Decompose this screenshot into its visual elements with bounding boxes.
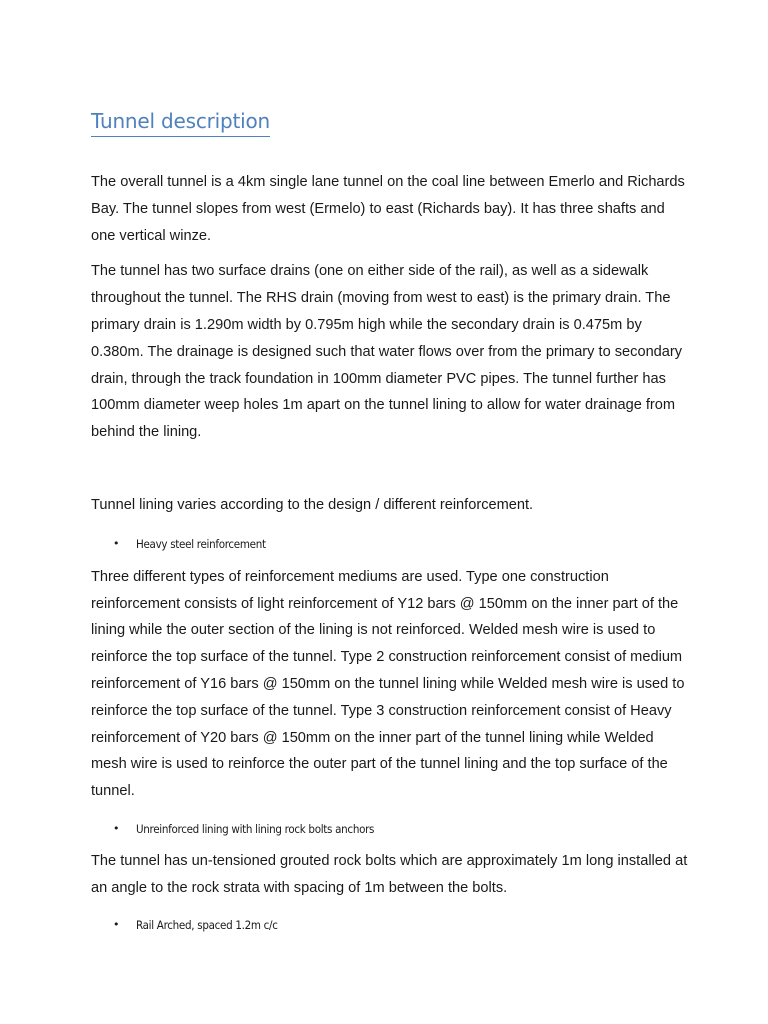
bullet-icon: •	[113, 536, 120, 550]
section-heading: Tunnel description	[91, 108, 270, 137]
paragraph-tunnel-lining: Tunnel lining varies according to the design / different reinforcement.	[91, 496, 534, 513]
paragraph-surface-drains: The tunnel has two surface drains (one on either side of the rail), as well as a sidewalk throughout the tunnel. The RHS drain (moving from west to east) is the primary drain. The primary drain is 1.290m width by 0.795m high while the secondary drain is 0.475m by 0.380m. The drainage is designed such that water flows over from the primary to secondary drain, through the track foundation in 100mm diameter PVC pipes. The tunnel further has 100mm diameter weep holes 1m apart on the tunnel lining to allow for water drainage from behind the lining.	[91, 263, 683, 441]
bullet-item-heavy-steel	[91, 535, 691, 553]
document-content	[91, 108, 691, 934]
bullet-label: Heavy steel reinforcement	[136, 536, 266, 551]
bullet-item-unreinforced-lining	[91, 820, 691, 838]
bullet-icon: •	[113, 917, 120, 931]
bullet-item-rail-arched	[91, 916, 691, 934]
paragraph-rock-bolts: The tunnel has un-tensioned grouted rock bolts which are approximately 1m long installed at an angle to the rock strata with spacing of 1m between the bolts.	[91, 852, 688, 896]
paragraph-reinforcement-types: Three different types of reinforcement mediums are used. Type one construction reinforcement consists of light reinforcement of Y12 bars @ 150mm on the inner part of the lining while the outer section of the lining is not reinforced. Welded mesh wire is used to reinforce the top surface of the tunnel. Type 2 construction reinforcement consist of medium reinforcement of Y16 bars @ 150mm on the tunnel lining while Welded mesh wire is used to reinforce the top surface of the tunnel. Type 3 construction reinforcement consist of Heavy reinforcement of Y20 bars @ 150mm on the inner part of the tunnel lining while Welded mesh wire is used to reinforce the outer part of the tunnel lining and the top surface of the tunnel.	[91, 568, 685, 800]
bullet-label: Unreinforced lining with lining rock bolts anchors	[136, 821, 375, 836]
bullet-label: Rail Arched, spaced 1.2m c/c	[136, 917, 278, 932]
paragraph-overall-tunnel: The overall tunnel is a 4km single lane tunnel on the coal line between Emerlo and Richards Bay. The tunnel slopes from west (Ermelo) to east (Richards bay). It has three shafts and one vertical winze.	[91, 174, 685, 244]
bullet-icon: •	[113, 821, 120, 835]
